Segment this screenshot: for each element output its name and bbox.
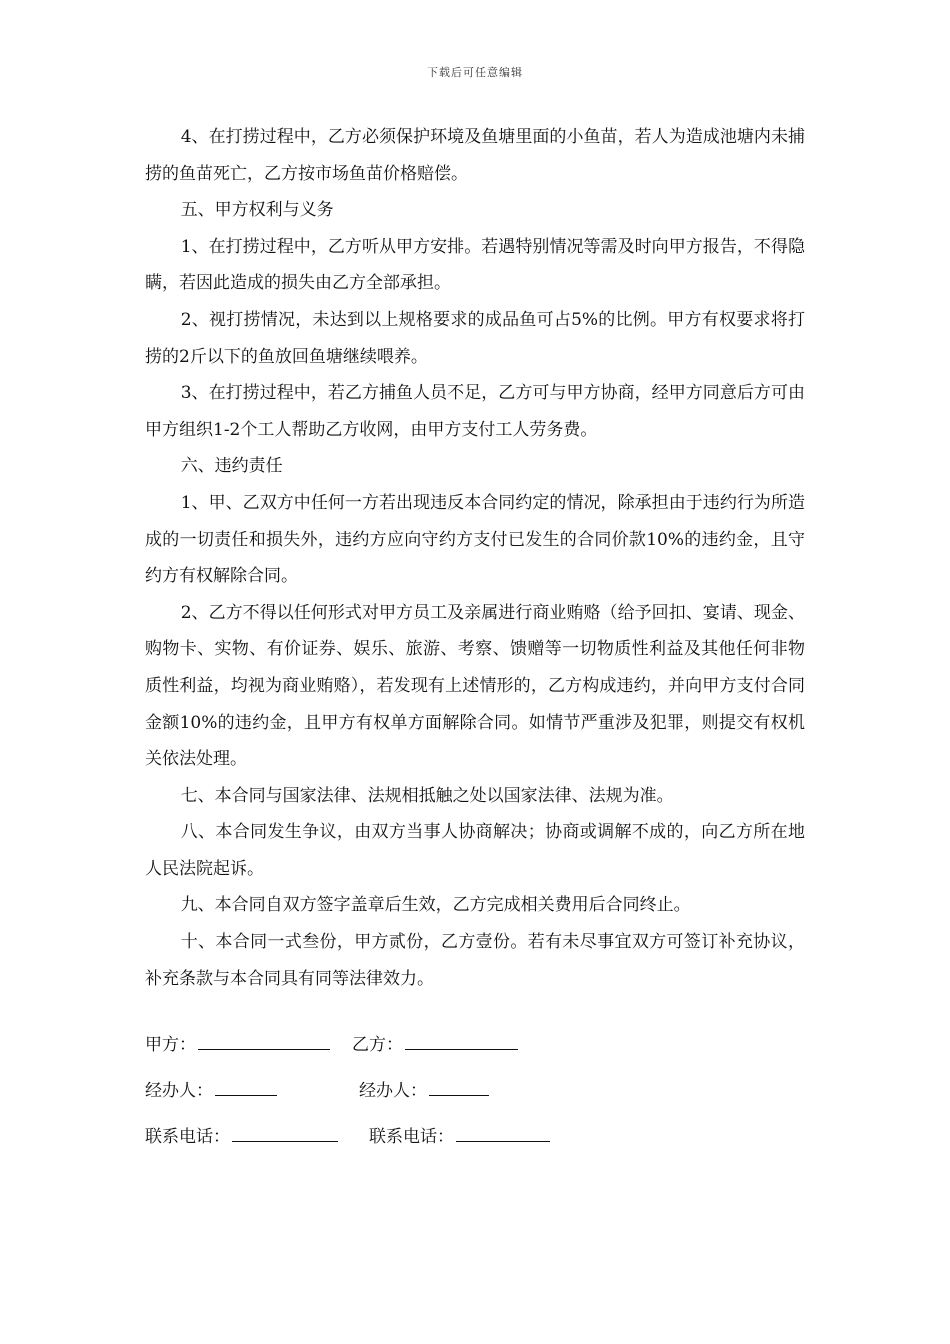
handler-a-signature: [145, 1076, 277, 1101]
phone-a-label: 联系电话：: [145, 1127, 230, 1147]
handler-a-blank[interactable]: [215, 1077, 277, 1096]
section-heading-party-a-rights: 五、甲方权利与义务: [180, 200, 334, 221]
clause-breach-1: 1、甲、乙双方中任何一方若出现违反本合同约定的情况，除承担由于违约行为所造成的一切责任和损失外，违约方应向守约方支付已发生的合同价款10%的违约金，且守约方有权解除合同。: [145, 492, 805, 587]
clause-7-law: 七、本合同与国家法律、法规相抵触之处以国家法律、法规为准。: [180, 785, 674, 806]
clause-a2-fish-ratio: 2、视打捞情况，未达到以上规格要求的成品鱼可占5%的比例。甲方有权要求将打捞的2斤以下的鱼放回鱼塘继续喂养。: [145, 309, 805, 367]
clause-4-environment: 4、在打捞过程中，乙方必须保护环境及鱼塘里面的小鱼苗，若人为造成池塘内未捕捞的鱼苗死亡，乙方按市场鱼苗价格赔偿。: [145, 127, 805, 184]
party-a-blank[interactable]: [198, 1031, 330, 1050]
contract-body: [145, 119, 805, 997]
clause-10-copies: 十、本合同一式叁份，甲方贰份，乙方壹份。若有未尽事宜双方可签订补充协议，补充条款与本合同具有同等法律效力。: [145, 932, 805, 989]
party-b-label: 乙方：: [352, 1035, 403, 1055]
section-heading-breach: 六、违约责任: [180, 456, 283, 477]
party-a-signature: [145, 1030, 330, 1055]
party-row: [145, 1030, 805, 1076]
party-a-label: 甲方：: [145, 1035, 196, 1055]
phone-a-signature: [145, 1122, 338, 1147]
header-note: 下载后可任意编辑: [427, 66, 523, 79]
clause-breach-2-bribery: 2、乙方不得以任何形式对甲方员工及亲属进行商业贿赂（给予回扣、宴请、现金、购物卡、实物、有价证券、娱乐、旅游、考察、馈赠等一切物质性利益及其他任何非物质性利益，均视为商业贿赂），若发现有上述情形的，乙方构成违约，并向甲方支付合同金额10%的违约金，且甲方有权单方面解除合同。如情节严重涉及犯罪，则提交有权机关依法处理。: [145, 602, 805, 770]
clause-8-dispute: 八、本合同发生争议，由双方当事人协商解决；协商或调解不成的，向乙方所在地人民法院起诉。: [145, 822, 805, 879]
party-b-signature: [352, 1030, 518, 1055]
handler-b-signature: [359, 1076, 489, 1101]
phone-b-signature: [369, 1122, 550, 1147]
handler-b-blank[interactable]: [429, 1077, 489, 1096]
phone-b-label: 联系电话：: [369, 1127, 454, 1147]
signature-block: [145, 1030, 805, 1168]
phone-a-blank[interactable]: [232, 1123, 338, 1142]
handler-b-label: 经办人：: [359, 1081, 427, 1101]
clause-a3-workers: 3、在打捞过程中，若乙方捕鱼人员不足，乙方可与甲方协商，经甲方同意后方可由甲方组织1-2个工人帮助乙方收网，由甲方支付工人劳务费。: [145, 383, 805, 440]
phone-b-blank[interactable]: [456, 1123, 550, 1142]
clause-9-effect: 九、本合同自双方签字盖章后生效，乙方完成相关费用后合同终止。: [180, 895, 691, 916]
party-b-blank[interactable]: [405, 1031, 518, 1050]
handler-a-label: 经办人：: [145, 1081, 213, 1101]
handler-row: [145, 1076, 805, 1122]
phone-row: [145, 1122, 805, 1168]
clause-a1-follow-arrangement: 1、在打捞过程中，乙方听从甲方安排。若遇特别情况等需及时向甲方报告，不得隐瞒，若因此造成的损失由乙方全部承担。: [145, 236, 805, 294]
